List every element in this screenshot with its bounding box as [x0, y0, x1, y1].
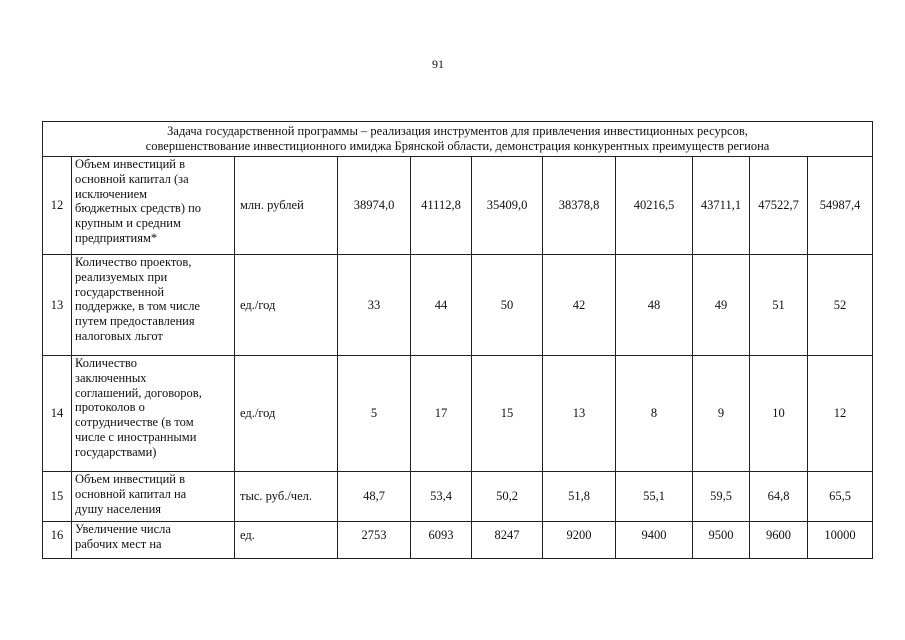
- value-cell: 15: [472, 356, 543, 472]
- value-cell: 40216,5: [616, 157, 693, 255]
- unit-cell: ед./год: [235, 356, 338, 472]
- indicator-name-line: исключением: [75, 186, 148, 201]
- unit-cell: ед./год: [235, 255, 338, 356]
- value-cell: 10000: [808, 522, 873, 559]
- value-cell: 33: [338, 255, 411, 356]
- indicator-name-line: числе с иностранными: [75, 429, 197, 444]
- indicators-table: [42, 121, 873, 559]
- value-cell: 55,1: [616, 472, 693, 522]
- value-cell: 8: [616, 356, 693, 472]
- indicator-name-line: основной капитал на: [75, 486, 187, 501]
- value-cell: 13: [543, 356, 616, 472]
- indicator-name-line: бюджетных средств) по: [75, 201, 202, 216]
- value-cell: 65,5: [808, 472, 873, 522]
- indicator-name-line: сотрудничестве (в том: [75, 415, 194, 429]
- value-cell: 59,5: [693, 472, 750, 522]
- value-cell: 53,4: [411, 472, 472, 522]
- indicator-name-line: рабочих мест на: [75, 536, 162, 551]
- indicator-name-line: налоговых льгот: [75, 328, 163, 343]
- value-cell: 6093: [411, 522, 472, 559]
- indicator-name-line: реализуемых при: [75, 269, 168, 284]
- value-cell: 17: [411, 356, 472, 472]
- value-cell: 50: [472, 255, 543, 356]
- indicator-name: [72, 472, 235, 522]
- row-number: 16: [43, 522, 72, 559]
- table-row: [43, 472, 873, 522]
- value-cell: 35409,0: [472, 157, 543, 255]
- task-header-line-2: совершенствование инвестиционного имиджа Брянской области, демонстрация конкурентных преимуществ региона: [145, 139, 770, 153]
- value-cell: 8247: [472, 522, 543, 559]
- value-cell: 51,8: [543, 472, 616, 522]
- value-cell: 9400: [616, 522, 693, 559]
- indicator-name: [72, 157, 235, 255]
- indicator-name-line: основной капитал (за: [75, 171, 189, 186]
- value-cell: 49: [693, 255, 750, 356]
- value-cell: 5: [338, 356, 411, 472]
- value-cell: 9500: [693, 522, 750, 559]
- value-cell: 41112,8: [411, 157, 472, 255]
- value-cell: 64,8: [750, 472, 808, 522]
- value-cell: 10: [750, 356, 808, 472]
- row-number: 12: [43, 157, 72, 255]
- value-cell: 54987,4: [808, 157, 873, 255]
- indicator-name: [72, 522, 235, 559]
- indicator-name: [72, 255, 235, 356]
- indicator-name-line: соглашений, договоров,: [75, 385, 202, 400]
- indicator-name-line: Объем инвестиций в: [75, 157, 185, 171]
- value-cell: 9200: [543, 522, 616, 559]
- page-number: 91: [432, 57, 444, 71]
- indicator-name: [72, 356, 235, 472]
- indicator-name-line: Количество проектов,: [75, 255, 192, 269]
- value-cell: 48,7: [338, 472, 411, 522]
- indicator-name-line: предприятиям*: [75, 230, 158, 245]
- value-cell: 9600: [750, 522, 808, 559]
- value-cell: 51: [750, 255, 808, 356]
- indicator-name-line: Объем инвестиций в: [75, 472, 185, 486]
- value-cell: 12: [808, 356, 873, 472]
- value-cell: 50,2: [472, 472, 543, 522]
- indicator-name-line: Количество: [75, 356, 137, 370]
- row-number: 14: [43, 356, 72, 472]
- indicator-name-line: заключенных: [75, 370, 147, 385]
- value-cell: 42: [543, 255, 616, 356]
- indicator-name-line: путем предоставления: [75, 314, 195, 328]
- value-cell: 38378,8: [543, 157, 616, 255]
- task-header-row: [43, 122, 873, 157]
- row-number: 15: [43, 472, 72, 522]
- indicator-name-line: Увеличение числа: [75, 522, 171, 536]
- row-number: 13: [43, 255, 72, 356]
- table-row: [43, 255, 873, 356]
- value-cell: 52: [808, 255, 873, 356]
- task-header-line-1: Задача государственной программы – реализация инструментов для привлечения инвестиционных ресурсов,: [167, 124, 748, 139]
- task-header-cell: [43, 122, 873, 157]
- unit-cell: ед.: [235, 522, 338, 559]
- value-cell: 38974,0: [338, 157, 411, 255]
- value-cell: 48: [616, 255, 693, 356]
- value-cell: 9: [693, 356, 750, 472]
- value-cell: 47522,7: [750, 157, 808, 255]
- table-row: [43, 356, 873, 472]
- indicator-name-line: государственной: [75, 284, 165, 299]
- value-cell: 2753: [338, 522, 411, 559]
- indicator-name-line: крупным и средним: [75, 216, 181, 230]
- value-cell: 44: [411, 255, 472, 356]
- table-row: [43, 157, 873, 255]
- value-cell: 43711,1: [693, 157, 750, 255]
- unit-cell: тыс. руб./чел.: [235, 472, 338, 522]
- unit-cell: млн. рублей: [235, 157, 338, 255]
- indicator-name-line: государствами): [75, 444, 157, 459]
- table-row: [43, 522, 873, 559]
- indicator-name-line: душу населения: [75, 501, 162, 516]
- indicator-name-line: протоколов о: [75, 400, 145, 415]
- indicator-name-line: поддержке, в том числе: [75, 299, 200, 314]
